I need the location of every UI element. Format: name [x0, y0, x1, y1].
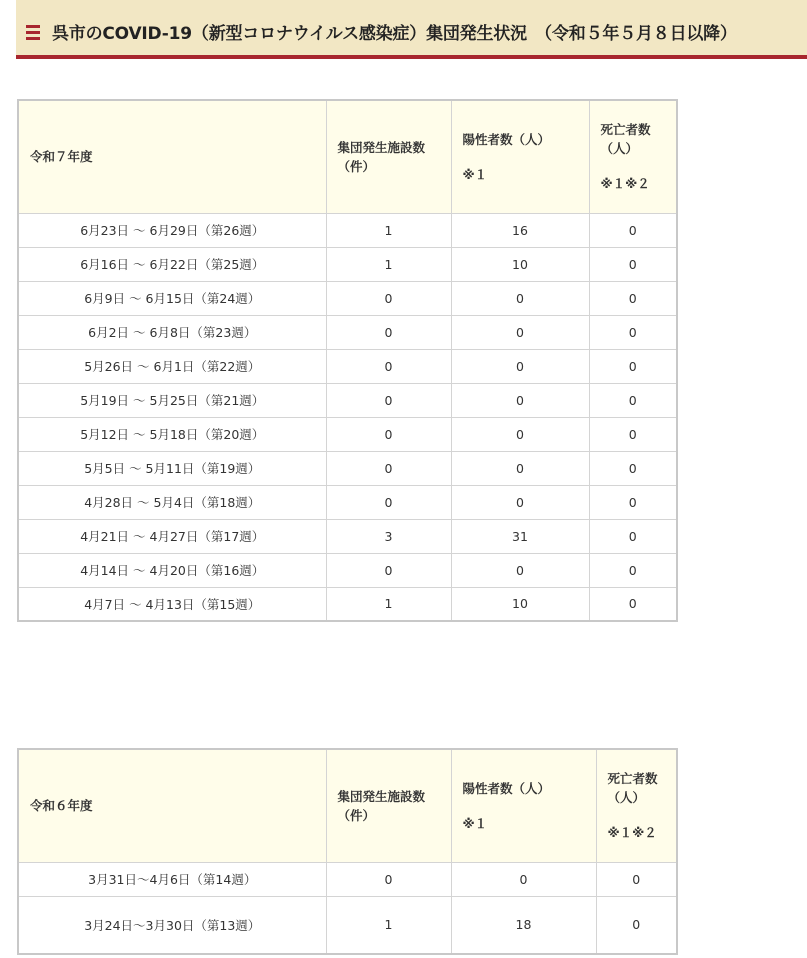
table-row: [18, 349, 677, 383]
cell-deaths: 0: [589, 553, 677, 587]
table-row: [18, 553, 677, 587]
cell-positive: 0: [451, 485, 589, 519]
cell-period: 6月2日 ～ 6月8日（第23週）: [18, 315, 326, 349]
table-row: [18, 519, 677, 553]
table-row: [18, 862, 677, 896]
cell-facilities: 0: [326, 315, 451, 349]
cell-deaths: 0: [589, 451, 677, 485]
cell-deaths: 0: [596, 896, 677, 954]
table-r6: [17, 748, 678, 955]
cell-positive: 0: [451, 553, 589, 587]
cell-positive: 10: [451, 247, 589, 281]
cell-deaths: 0: [589, 485, 677, 519]
table-row: [18, 383, 677, 417]
table-row: [18, 213, 677, 247]
cell-period: 6月9日 ～ 6月15日（第24週）: [18, 281, 326, 315]
page-heading-bar: [16, 0, 807, 59]
facilities-header: 集団発生施設数（件）: [326, 100, 451, 213]
cell-positive: 0: [451, 862, 596, 896]
cell-positive: 18: [451, 896, 596, 954]
table-row: [18, 315, 677, 349]
cell-facilities: 0: [326, 383, 451, 417]
cell-period: 4月28日 ～ 5月4日（第18週）: [18, 485, 326, 519]
cell-facilities: 0: [326, 862, 451, 896]
cell-period: 5月5日 ～ 5月11日（第19週）: [18, 451, 326, 485]
cell-period: 5月12日 ～ 5月18日（第20週）: [18, 417, 326, 451]
cell-positive: 0: [451, 451, 589, 485]
page-title: 呉市のCOVID-19（新型コロナウイルス感染症）集団発生状況 （令和５年５月８日以降）: [52, 24, 737, 44]
cell-facilities: 0: [326, 451, 451, 485]
cell-deaths: 0: [589, 383, 677, 417]
cell-deaths: 0: [589, 349, 677, 383]
cell-deaths: 0: [589, 587, 677, 621]
cell-facilities: 0: [326, 553, 451, 587]
cell-period: 3月24日～3月30日（第13週）: [18, 896, 326, 954]
deaths-header: 死亡者数（人） ※１※２: [589, 100, 677, 213]
cell-facilities: 1: [326, 587, 451, 621]
cell-facilities: 0: [326, 417, 451, 451]
positive-header: 陽性者数（人） ※１: [451, 100, 589, 213]
table-row: [18, 451, 677, 485]
cell-facilities: 0: [326, 281, 451, 315]
cell-deaths: 0: [589, 247, 677, 281]
cell-positive: 0: [451, 383, 589, 417]
cell-positive: 0: [451, 281, 589, 315]
cell-facilities: 1: [326, 213, 451, 247]
cell-period: 4月7日 ～ 4月13日（第15週）: [18, 587, 326, 621]
table-r7: [17, 99, 678, 622]
cell-positive: 0: [451, 349, 589, 383]
cell-positive: 0: [451, 417, 589, 451]
cell-positive: 10: [451, 587, 589, 621]
cell-positive: 16: [451, 213, 589, 247]
positive-header: 陽性者数（人） ※１: [451, 749, 596, 862]
year-header: 令和７年度: [18, 100, 326, 213]
cell-positive: 31: [451, 519, 589, 553]
table-row: [18, 587, 677, 621]
list-icon: [26, 25, 40, 39]
year-header: 令和６年度: [18, 749, 326, 862]
deaths-header: 死亡者数（人） ※１※２: [596, 749, 677, 862]
cell-deaths: 0: [589, 315, 677, 349]
table-row: [18, 247, 677, 281]
cell-deaths: 0: [589, 519, 677, 553]
cell-facilities: 1: [326, 896, 451, 954]
cell-deaths: 0: [589, 213, 677, 247]
cell-period: 5月26日 ～ 6月1日（第22週）: [18, 349, 326, 383]
cell-facilities: 0: [326, 349, 451, 383]
cell-facilities: 0: [326, 485, 451, 519]
table-row: [18, 417, 677, 451]
cell-period: 4月21日 ～ 4月27日（第17週）: [18, 519, 326, 553]
table-row: [18, 281, 677, 315]
cell-facilities: 1: [326, 247, 451, 281]
cell-period: 5月19日 ～ 5月25日（第21週）: [18, 383, 326, 417]
table-row: [18, 485, 677, 519]
cell-deaths: 0: [596, 862, 677, 896]
cell-period: 6月16日 ～ 6月22日（第25週）: [18, 247, 326, 281]
cell-deaths: 0: [589, 417, 677, 451]
cell-positive: 0: [451, 315, 589, 349]
cell-period: 6月23日 ～ 6月29日（第26週）: [18, 213, 326, 247]
table-row: [18, 896, 677, 954]
cell-period: 3月31日～4月6日（第14週）: [18, 862, 326, 896]
cell-deaths: 0: [589, 281, 677, 315]
facilities-header: 集団発生施設数（件）: [326, 749, 451, 862]
cell-period: 4月14日 ～ 4月20日（第16週）: [18, 553, 326, 587]
cell-facilities: 3: [326, 519, 451, 553]
